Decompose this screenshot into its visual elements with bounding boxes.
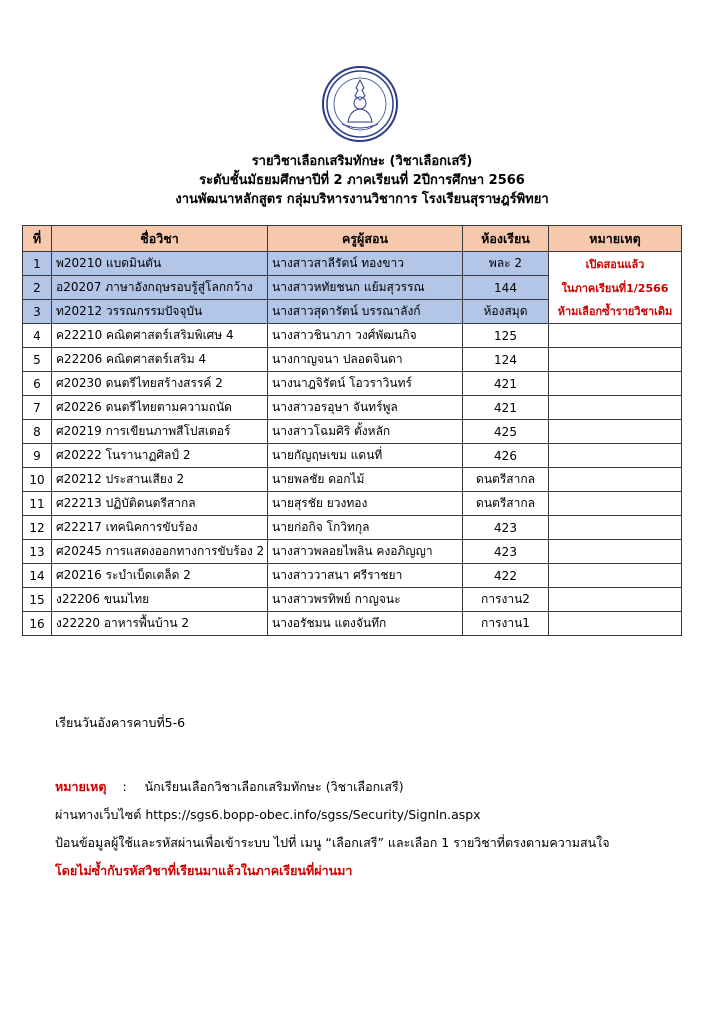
table-row xyxy=(23,252,682,276)
table-row xyxy=(23,420,682,444)
row-room: พละ 2 xyxy=(463,252,549,276)
row-remark xyxy=(549,444,682,468)
table-row xyxy=(23,564,682,588)
row-subject: ศ20219 การเขียนภาพสีโปสเตอร์ xyxy=(52,420,268,444)
row-remark xyxy=(549,468,682,492)
row-remark xyxy=(549,564,682,588)
header-remark: หมายเหตุ xyxy=(549,226,682,252)
remark-line-2: ในภาคเรียนที่1/2566 xyxy=(549,276,682,300)
row-teacher: นางอรัชมน แตงจันทึก xyxy=(268,612,463,636)
row-subject: อ20207 ภาษาอังกฤษรอบรู้สู่โลกกว้าง xyxy=(52,276,268,300)
row-teacher: นางสาวโฉมศิริ ตั้งหลัก xyxy=(268,420,463,444)
instruction-line-4: โดยไม่ซ้ำกับรหัสวิชาที่เรียนมาแล้วในภาคเรียนที่ผ่านมา xyxy=(55,863,353,878)
row-remark xyxy=(549,492,682,516)
row-number: 4 xyxy=(23,324,52,348)
footer-notes xyxy=(55,773,610,885)
row-number: 8 xyxy=(23,420,52,444)
row-room: 125 xyxy=(463,324,549,348)
header-number: ที่ xyxy=(23,226,52,252)
table-row xyxy=(23,396,682,420)
row-number: 13 xyxy=(23,540,52,564)
row-room: 425 xyxy=(463,420,549,444)
header-teacher: ครูผู้สอน xyxy=(268,226,463,252)
row-teacher: นางสาวพลอยไพลิน คงอภิญญา xyxy=(268,540,463,564)
row-remark xyxy=(549,612,682,636)
row-subject: ศ22213 ปฏิบัติดนตรีสากล xyxy=(52,492,268,516)
table-row xyxy=(23,372,682,396)
table-row xyxy=(23,540,682,564)
row-number: 3 xyxy=(23,300,52,324)
row-number: 6 xyxy=(23,372,52,396)
school-seal-logo xyxy=(322,66,398,142)
table-row xyxy=(23,516,682,540)
row-teacher: นายสุรชัย ยวงทอง xyxy=(268,492,463,516)
row-room: การงาน1 xyxy=(463,612,549,636)
table-row xyxy=(23,324,682,348)
row-number: 16 xyxy=(23,612,52,636)
title-line-3: งานพัฒนาหลักสูตร กลุ่มบริหารงานวิชาการ โรงเรียนสุราษฎร์พิทยา xyxy=(175,192,549,207)
table-row xyxy=(23,444,682,468)
row-remark xyxy=(549,348,682,372)
row-teacher: นายกัญฤษเขม แดนที่ xyxy=(268,444,463,468)
row-teacher: นายก่อกิจ โกวิทกุล xyxy=(268,516,463,540)
row-remark xyxy=(549,396,682,420)
row-teacher: นางสาวชินาภา วงศ์พัฒนกิจ xyxy=(268,324,463,348)
table-row xyxy=(23,588,682,612)
row-teacher: นางสาวหทัยชนก แย้มสุวรรณ xyxy=(268,276,463,300)
row-teacher: นางนาฎจิรัตน์ โอวราวินทร์ xyxy=(268,372,463,396)
row-number: 1 xyxy=(23,252,52,276)
row-remark xyxy=(549,540,682,564)
row-subject: ศ20226 ดนตรีไทยตามความถนัด xyxy=(52,396,268,420)
row-room: 422 xyxy=(463,564,549,588)
row-teacher: นางสาวพรทิพย์ กาญจนะ xyxy=(268,588,463,612)
table-row xyxy=(23,300,682,324)
table-row xyxy=(23,612,682,636)
row-teacher: นายพลชัย ดอกไม้ xyxy=(268,468,463,492)
row-subject: ค22206 คณิตศาสตร์เสริม 4 xyxy=(52,348,268,372)
row-subject: ศ20245 การแสดงออกทางการขับร้อง 2 xyxy=(52,540,268,564)
row-subject: ง22206 ขนมไทย xyxy=(52,588,268,612)
table-row xyxy=(23,276,682,300)
instruction-line-3: ป้อนข้อมูลผู้ใช้และรหัสผ่านเพื่อเข้าระบบ ไปที่ เมนู “เลือกเสรี” และเลือก 1 รายวิชาที่ตรงตามความสนใจ xyxy=(55,835,610,850)
row-teacher: นางสาววาสนา ศรีราชยา xyxy=(268,564,463,588)
row-room: 144 xyxy=(463,276,549,300)
row-room: การงาน2 xyxy=(463,588,549,612)
row-subject: ศ20212 ประสานเสียง 2 xyxy=(52,468,268,492)
row-subject: พ20210 แบดมินตัน xyxy=(52,252,268,276)
remark-line-1: เปิดสอนแล้ว xyxy=(549,252,682,276)
elective-subjects-table xyxy=(22,225,682,636)
header-subject: ชื่อวิชา xyxy=(52,226,268,252)
footer-line-1 xyxy=(55,773,610,801)
row-subject: ค22210 คณิตศาสตร์เสริมพิเศษ 4 xyxy=(52,324,268,348)
row-remark xyxy=(549,420,682,444)
row-room: 426 xyxy=(463,444,549,468)
row-subject: ท20212 วรรณกรรมปัจจุบัน xyxy=(52,300,268,324)
row-room: 423 xyxy=(463,540,549,564)
row-subject: ศ22217 เทคนิคการขับร้อง xyxy=(52,516,268,540)
row-teacher: นางสาวอรอุษา จันทร์พูล xyxy=(268,396,463,420)
row-number: 10 xyxy=(23,468,52,492)
row-room: 423 xyxy=(463,516,549,540)
row-number: 12 xyxy=(23,516,52,540)
row-subject: ศ20230 ดนตรีไทยสร้างสรรค์ 2 xyxy=(52,372,268,396)
instruction-line-2: ผ่านทางเว็บไซต์ https://sgs6.bopp-obec.info/sgss/Security/SignIn.aspx xyxy=(55,807,481,822)
instruction-line-1: นักเรียนเลือกวิชาเลือกเสริมทักษะ (วิชาเลือกเสรี) xyxy=(144,779,404,794)
row-number: 14 xyxy=(23,564,52,588)
row-subject: ศ20216 ระบำเบ็ดเตล็ด 2 xyxy=(52,564,268,588)
row-number: 15 xyxy=(23,588,52,612)
row-number: 9 xyxy=(23,444,52,468)
row-teacher: นางกาญจนา ปลอดจินดา xyxy=(268,348,463,372)
title-line-2: ระดับชั้นมัธยมศึกษาปีที่ 2 ภาคเรียนที่ 2ปีการศึกษา 2566 xyxy=(199,173,525,188)
table-row xyxy=(23,348,682,372)
row-remark xyxy=(549,588,682,612)
row-number: 11 xyxy=(23,492,52,516)
title-line-1: รายวิชาเลือกเสริมทักษะ (วิชาเลือกเสรี) xyxy=(251,154,473,169)
row-room: 124 xyxy=(463,348,549,372)
row-number: 2 xyxy=(23,276,52,300)
row-number: 7 xyxy=(23,396,52,420)
table-row xyxy=(23,468,682,492)
row-remark xyxy=(549,372,682,396)
schedule-note: เรียนวันอังคารคาบที่5-6 xyxy=(55,715,186,730)
row-room: 421 xyxy=(463,372,549,396)
row-teacher: นางสาวสุดารัตน์ บรรณาลังก์ xyxy=(268,300,463,324)
row-number: 5 xyxy=(23,348,52,372)
row-room: ดนตรีสากล xyxy=(463,468,549,492)
remark-separator: : xyxy=(122,779,127,794)
remark-line-3: ห้ามเลือกซ้ำรายวิชาเดิม xyxy=(549,300,682,324)
table-header-row xyxy=(23,226,682,252)
row-room: ดนตรีสากล xyxy=(463,492,549,516)
row-teacher: นางสาวสาลีรัตน์ ทองขาว xyxy=(268,252,463,276)
remark-label: หมายเหตุ xyxy=(55,779,107,794)
row-subject: ง22220 อาหารพื้นบ้าน 2 xyxy=(52,612,268,636)
row-remark xyxy=(549,516,682,540)
header-room: ห้องเรียน xyxy=(463,226,549,252)
row-room: 421 xyxy=(463,396,549,420)
row-remark xyxy=(549,324,682,348)
row-room: ห้องสมุด xyxy=(463,300,549,324)
row-subject: ศ20222 โนรานาฏศิลป์ 2 xyxy=(52,444,268,468)
table-row xyxy=(23,492,682,516)
